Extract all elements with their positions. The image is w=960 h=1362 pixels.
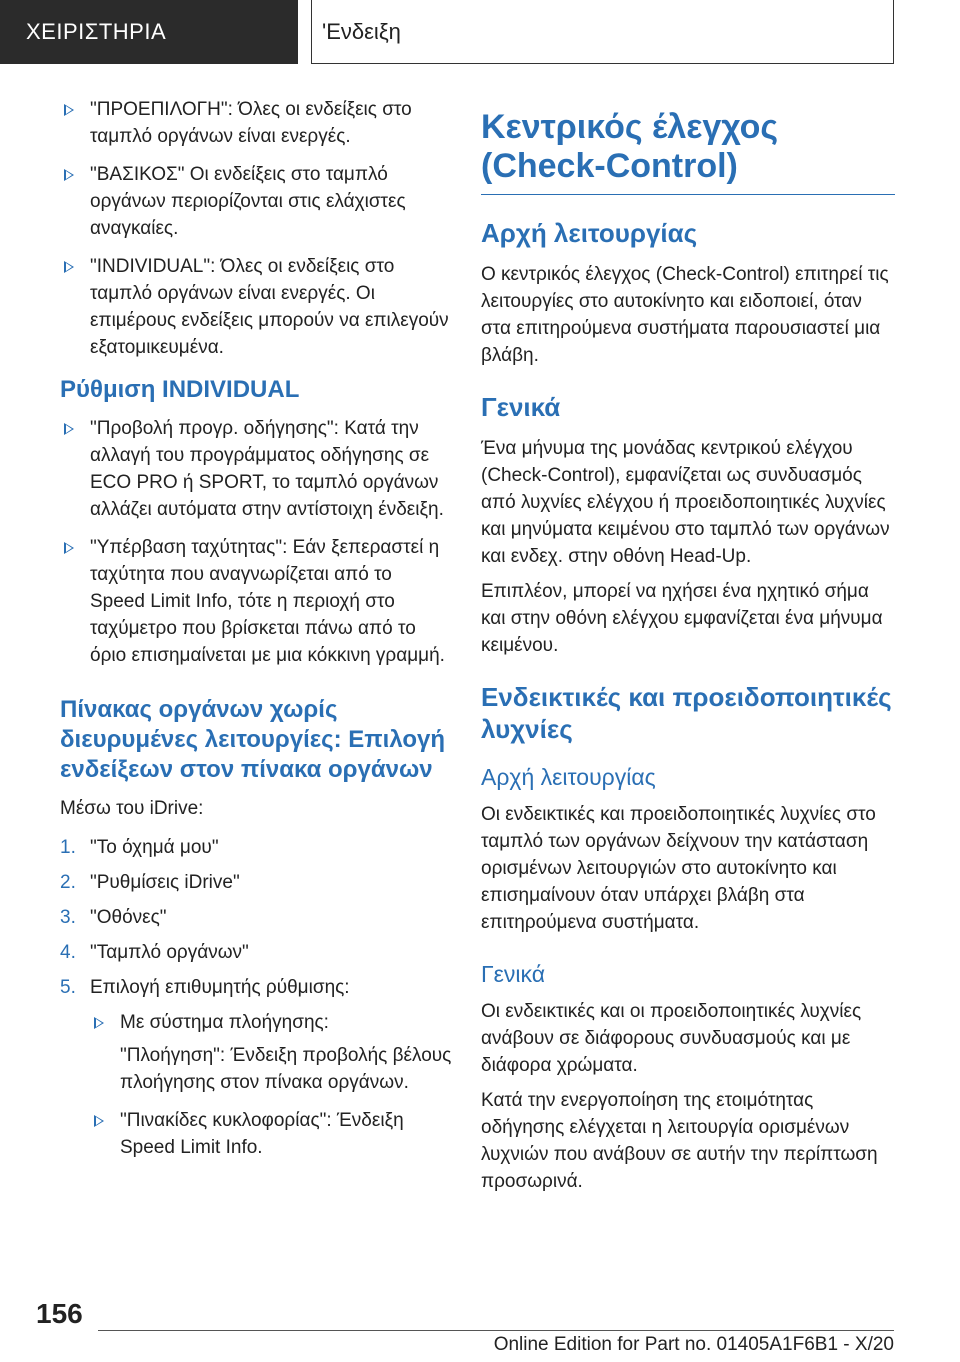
step-item: 4. "Ταμπλό οργάνων" [60,942,249,963]
list-item: "INDIVIDUAL": Όλες οι ενδείξεις στο ταμπλό οργάνων είναι ενεργές. Οι επιμέρους ενδείξεις μπορούν να επιλεγούν εξατομικευμένα. [60,253,452,361]
section-heading-instrument-panel: Πίνακας οργάνων χωρίς διευρυμένες λειτουργίες: Επιλογή ενδείξεων στον πίνακα οργάνων [60,696,446,783]
triangle-bullet-icon [64,169,74,181]
title-divider [481,194,895,195]
list-item: "ΠΡΟΕΠΙΛΟΓΗ": Όλες οι ενδείξεις στο ταμπλό οργάνων είναι ενεργές. [60,96,452,150]
section-heading: Γενικά [481,392,561,422]
paragraph: Ο κεντρικός έλεγχος (Check-Control) επιτηρεί τις λειτουργίες στο αυτοκίνητο και ειδοποιεί, όταν στα επιτηρούμενα συστήματα παρουσιαστεί μια βλάβη. [481,264,889,366]
paragraph: Οι ενδεικτικές και οι προειδοποιητικές λυχνίες ανάβουν σε διάφορους συνδυασμούς και με διάφορα χρώματα. [481,1001,862,1076]
footer-edition: Online Edition for Part no. 01405A1F6B1 - X/20 [493,1334,894,1355]
list-item: Με σύστημα πλοήγησης: [90,1009,452,1036]
footer-divider [98,1330,894,1331]
subsection-heading: Γενικά [481,961,546,987]
triangle-bullet-icon [64,423,74,435]
triangle-bullet-icon [64,261,74,273]
step-item: 3. "Οθόνες" [60,907,167,928]
paragraph: Ένα μήνυμα της μονάδας κεντρικού ελέγχου (Check-Control), εμφανίζεται ως συνδυασμός από λυχνίες ελέγχου ή προειδοποιητικές λυχνίες και μηνύματα κειμένου στο ταμπλό των οργάνων και ενδεχ. στην οθόνη Head-Up. [481,438,890,567]
section-heading-individual: Ρύθμιση INDIVIDUAL [60,376,300,403]
page-number: 156 [36,1298,83,1329]
page-title: Κεντρικός έλεγχος (Check-Control) [481,108,779,185]
section-heading: Ενδεικτικές και προειδοποιητικές λυχνίες [481,682,892,744]
via-idrive-text: Μέσω του iDrive: [60,798,204,819]
step-item: 5. Επιλογή επιθυμητής ρύθμισης: [60,977,350,998]
paragraph: Επιπλέον, μπορεί να ηχήσει ένα ηχητικό σήμα και στην οθόνη ελέγχου εμφανίζεται ένα μήνυμα κειμένου. [481,581,883,656]
section-heading: Αρχή λειτουργίας [481,218,698,248]
triangle-bullet-icon [94,1017,104,1029]
step-item: 1. "Το όχημά μου" [60,837,219,858]
header-topic-label: 'Ενδειξη [311,0,894,64]
right-column [481,108,895,1195]
list-item: "Υπέρβαση ταχύτητας": Εάν ξεπεραστεί η ταχύτητα που αναγνωρίζεται από το Speed Limit Info, τότε η περιοχή στο ταχύμετρο που βρίσκεται πάνω από το όριο επισημαίνεται με μια κόκκινη γραμμή. [60,534,452,669]
list-item: "ΒΑΣΙΚΟΣ" Οι ενδείξεις στο ταμπλό οργάνων περιορίζονται στις ελάχιστες αναγκαίες. [60,161,452,242]
triangle-bullet-icon [94,1115,104,1127]
triangle-bullet-icon [64,542,74,554]
header-section-label: ΧΕΙΡΙΣΤΗΡΙΑ [0,0,298,64]
paragraph: Οι ενδεικτικές και προειδοποιητικές λυχνίες στο ταμπλό των οργάνων δείχνουν την κατάσταση ορισμένων λειτουργιών στο αυτοκίνητο και επισημαίνουν όταν υπάρχει βλάβη στα επιτηρούμενα συστήματα. [481,804,876,933]
list-item: "Προβολή προγρ. οδήγησης": Κατά την αλλαγή του προγράμματος οδήγησης σε ECO PRO ή SPORT, το ταμπλό οργάνων αλλάζει αυτόματα στην αντίστοιχη ένδειξη. [60,415,452,523]
step-item: 2. "Ρυθμίσεις iDrive" [60,872,240,893]
paragraph: Κατά την ενεργοποίηση της ετοιμότητας οδήγησης ελέγχεται η λειτουργία ορισμένων λυχνιών που ανάβουν σε αυτήν την περίπτωση προσωρινά. [481,1090,878,1192]
triangle-bullet-icon [64,104,74,116]
subsection-heading: Αρχή λειτουργίας [481,764,656,790]
sub-text: "Πλοήγηση": Ένδειξη προβολής βέλους πλοήγησης στον πίνακα οργάνων. [120,1045,452,1093]
left-column [60,96,452,1172]
list-item: "Πινακίδες κυκλοφορίας": Ένδειξη Speed Limit Info. [90,1107,452,1161]
